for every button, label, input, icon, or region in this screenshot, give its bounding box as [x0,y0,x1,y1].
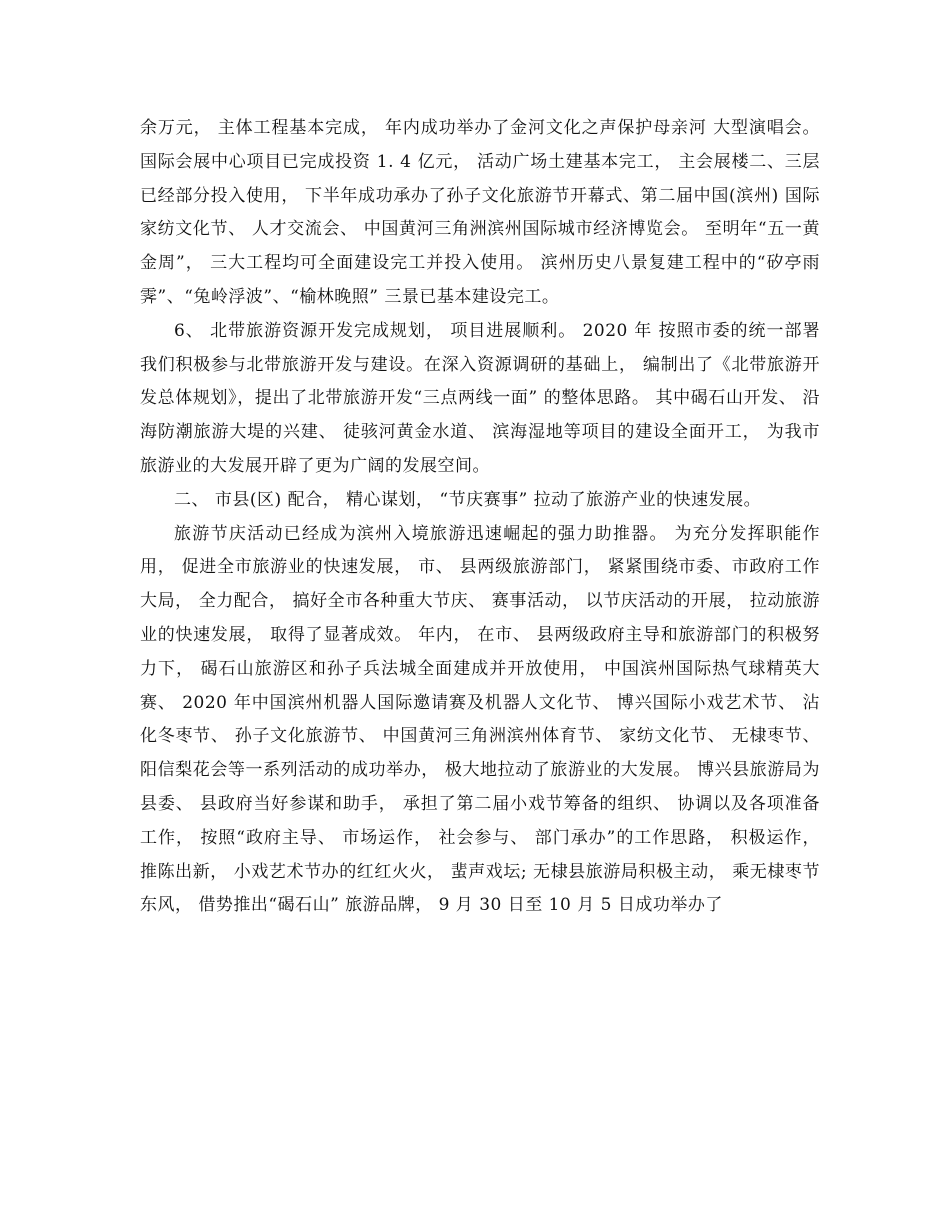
paragraph-2: 6、 北带旅游资源开发完成规划， 项目进展顺利。 2020 年 按照市委的统一部署 我们积极参与北带旅游开发与建设。在深入资源调研的基础上， 编制出了《北带旅游开发总体规划》，提出了北带旅游开发“三点两线一面” 的整体思路。 其中碣石山开发、 沿海防潮旅游大堤的兴建、 徒骇河黄金水道、 滨海湿地等项目的建设全面开工， 为我市旅游业的大发展开辟了更为广阔的发展空间。 [140,320,820,476]
section-heading-2: 二、 市县(区) 配合， 精心谋划， “节庆赛事” 拉动了旅游产业的快速发展。 [174,489,762,510]
document-body [140,112,820,923]
paragraph-1: 余万元， 主体工程基本完成， 年内成功举办了金河文化之声保护母亲河 大型演唱会。 国际会展中心项目已完成投资 1. 4 亿元， 活动广场土建基本完工， 主会展楼二、三层已经部分投入使用， 下半年成功承办了孙子文化旅游节开幕式、第二届中国(滨州) 国际家纺文化节、 人才交流会、 中国黄河三角洲滨州国际城市经济博览会。 至明年“五一黄金周”， 三大工程均可全面建设完工并投入使用。 滨州历史八景复建工程中的“矽亭雨霁”、“兔岭浮波”、“榆林晚照” 三景已基本建设完工。 [140,118,820,307]
paragraph-3: 旅游节庆活动已经成为滨州入境旅游迅速崛起的强力助推器。 为充分发挥职能作用， 促进全市旅游业的快速发展， 市、 县两级旅游部门， 紧紧围绕市委、市政府工作大局， 全力配合， 搞好全市各种重大节庆、 赛事活动， 以节庆活动的开展， 拉动旅游业的快速发展， 取得了显著成效。 年内， 在市、 县两级政府主导和旅游部门的积极努力下， 碣石山旅游区和孙子兵法城全面建成并开放使用， 中国滨州国际热气球精英大赛、 2020 年中国滨州机器人国际邀请赛及机器人文化节、 博兴国际小戏艺术节、 沾化冬枣节、 孙子文化旅游节、 中国黄河三角洲滨州体育节、 家纺文化节、 无棣枣节、 阳信梨花会等一系列活动的成功举办， 极大地拉动了旅游业的大发展。 博兴县旅游局为县委、 县政府当好参谋和助手， 承担了第二届小戏节筹备的组织、 协调以及各项准备工作， 按照“政府主导、 市场运作， 社会参与、 部门承办”的工作思路， 积极运作， 推陈出新， 小戏艺术节办的红红火火， 蜚声戏坛; 无棣县旅游局积极主动， 乘无棣枣节东风， 借势推出“碣石山” 旅游品牌， 9 月 30 日至 10 月 5 日成功举办了 [140,523,820,916]
